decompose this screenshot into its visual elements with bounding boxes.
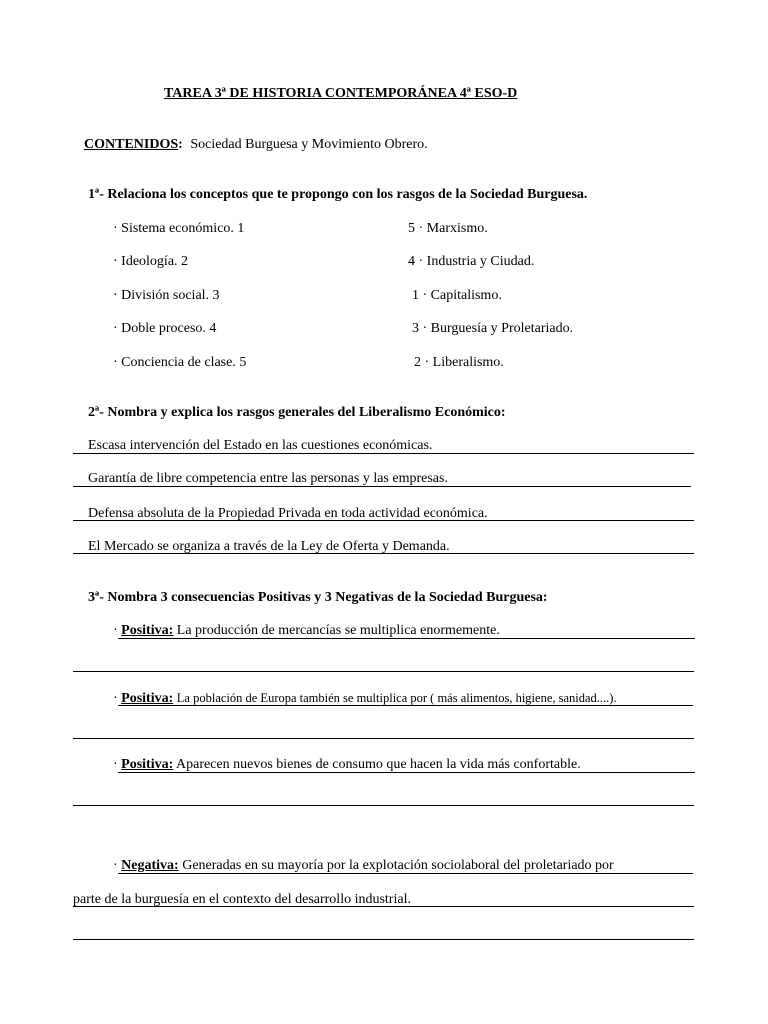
answer-line bbox=[73, 520, 694, 521]
answer-line bbox=[118, 638, 695, 639]
answer-line bbox=[73, 738, 694, 739]
q3-positive-3 bbox=[113, 757, 581, 773]
q3-positive-1 bbox=[113, 623, 500, 639]
positive-label: Positiva: bbox=[121, 623, 174, 638]
answer-line bbox=[73, 805, 694, 806]
positive-text: Aparecen nuevos bienes de consumo que hacen la vida más confortable. bbox=[176, 757, 581, 772]
q1-heading: 1ª- Relaciona los conceptos que te propongo con los rasgos de la Sociedad Burguesa. bbox=[88, 187, 588, 202]
q2-answer: El Mercado se organiza a través de la Ley de Oferta y Demanda. bbox=[88, 539, 450, 554]
positive-label: Positiva: bbox=[121, 691, 174, 706]
answer-line bbox=[73, 906, 694, 907]
page-title: TAREA 3ª DE HISTORIA CONTEMPORÁNEA 4ª ESO-D bbox=[164, 86, 518, 101]
contents-text: Sociedad Burguesa y Movimiento Obrero. bbox=[190, 137, 428, 152]
negative-text: Generadas en su mayoría por la explotación sociolaboral del proletariado por bbox=[182, 858, 614, 873]
q1-right-item: 2 · Liberalismo. bbox=[414, 355, 504, 370]
answer-line bbox=[73, 486, 691, 487]
answer-line bbox=[118, 772, 695, 773]
q2-answer: Escasa intervención del Estado en las cuestiones económicas. bbox=[88, 438, 433, 453]
q2-answer: Garantía de libre competencia entre las personas y las empresas. bbox=[88, 471, 448, 486]
answer-line bbox=[73, 553, 694, 554]
q3-heading: 3ª- Nombra 3 consecuencias Positivas y 3 Negativas de la Sociedad Burguesa: bbox=[88, 590, 548, 605]
q1-right-item: 3 · Burguesía y Proletariado. bbox=[412, 321, 574, 336]
q1-right-item: 4 · Industria y Ciudad. bbox=[408, 254, 535, 269]
contents-colon: : bbox=[178, 137, 183, 152]
q3-negative-continuation: parte de la burguesía en el contexto del desarrollo industrial. bbox=[73, 892, 411, 907]
bullet: · bbox=[113, 691, 118, 706]
bullet: · bbox=[113, 623, 118, 638]
q1-left-item: · División social. 3 bbox=[113, 288, 220, 303]
q1-right-item: 1 · Capitalismo. bbox=[412, 288, 502, 303]
q3-negative-1 bbox=[113, 858, 614, 874]
q1-left-item: · Conciencia de clase. 5 bbox=[113, 355, 247, 370]
q2-heading: 2ª- Nombra y explica los rasgos generales del Liberalismo Económico: bbox=[88, 405, 506, 420]
answer-line bbox=[118, 705, 693, 706]
answer-line bbox=[118, 873, 693, 874]
q2-answer: Defensa absoluta de la Propiedad Privada en toda actividad económica. bbox=[88, 506, 488, 521]
q1-left-item: · Doble proceso. 4 bbox=[113, 321, 217, 336]
bullet: · bbox=[113, 858, 118, 873]
positive-label: Positiva: bbox=[121, 757, 174, 772]
positive-text: La producción de mercancías se multiplica enormemente. bbox=[176, 623, 500, 638]
answer-line bbox=[73, 453, 694, 454]
q1-left-item: · Sistema económico. 1 bbox=[113, 221, 245, 236]
answer-line bbox=[73, 939, 694, 940]
negative-label: Negativa: bbox=[121, 858, 179, 873]
bullet: · bbox=[113, 757, 118, 772]
q1-left-item: · Ideología. 2 bbox=[113, 254, 189, 269]
contents-line bbox=[84, 137, 428, 153]
q1-right-item: 5 · Marxismo. bbox=[408, 221, 488, 236]
contents-label: CONTENIDOS bbox=[84, 137, 179, 152]
answer-line bbox=[73, 671, 694, 672]
positive-text: La población de Europa también se multiplica por ( más alimentos, higiene, sanidad....). bbox=[176, 691, 617, 705]
